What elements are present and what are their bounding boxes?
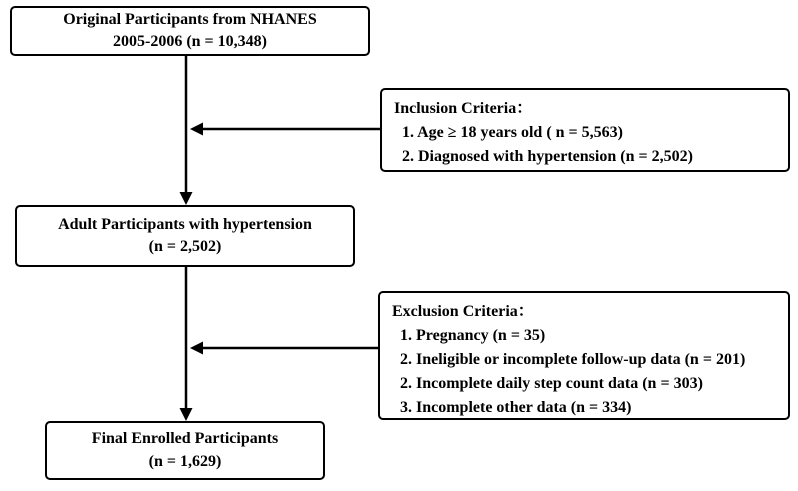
box-original-participants [10,6,370,56]
box-adult-participants-line1: Adult Participants with hypertension [58,215,312,233]
box-adult-participants [15,205,355,267]
arrow-top-to-middle-icon [180,56,193,205]
arrow-inclusion-icon [190,123,380,136]
exclusion-criteria-item: 3. Incomplete other data (n = 334) [400,399,632,416]
box-final-enrolled-line1: Final Enrolled Participants [91,430,279,448]
arrow-middle-to-final-icon [180,267,193,421]
inclusion-criteria-item: 2. Diagnosed with hypertension (n = 2,502) [402,148,693,165]
arrow-exclusion-icon [190,342,378,355]
box-final-enrolled-line2: (n = 1,629) [148,452,222,470]
box-inclusion-criteria [380,88,790,172]
exclusion-criteria-item: 2. Ineligible or incomplete follow-up data (n = 201) [400,351,746,368]
exclusion-criteria-item: 1. Pregnancy (n = 35) [400,327,546,344]
inclusion-criteria-title: Inclusion Criteria： [394,100,533,117]
exclusion-criteria-title: Exclusion Criteria： [392,303,534,320]
box-adult-participants-line2: (n = 2,502) [148,238,222,255]
exclusion-criteria-item: 2. Incomplete daily step count data (n = 303) [400,375,703,392]
box-original-participants-line1: Original Participants from NHANES [63,10,317,28]
box-original-participants-line2: 2005-2006 (n = 10,348) [113,33,267,50]
box-exclusion-criteria [378,291,790,420]
box-final-enrolled [45,421,325,480]
inclusion-criteria-item: 1. Age ≥ 18 years old ( n = 5,563) [402,124,623,141]
